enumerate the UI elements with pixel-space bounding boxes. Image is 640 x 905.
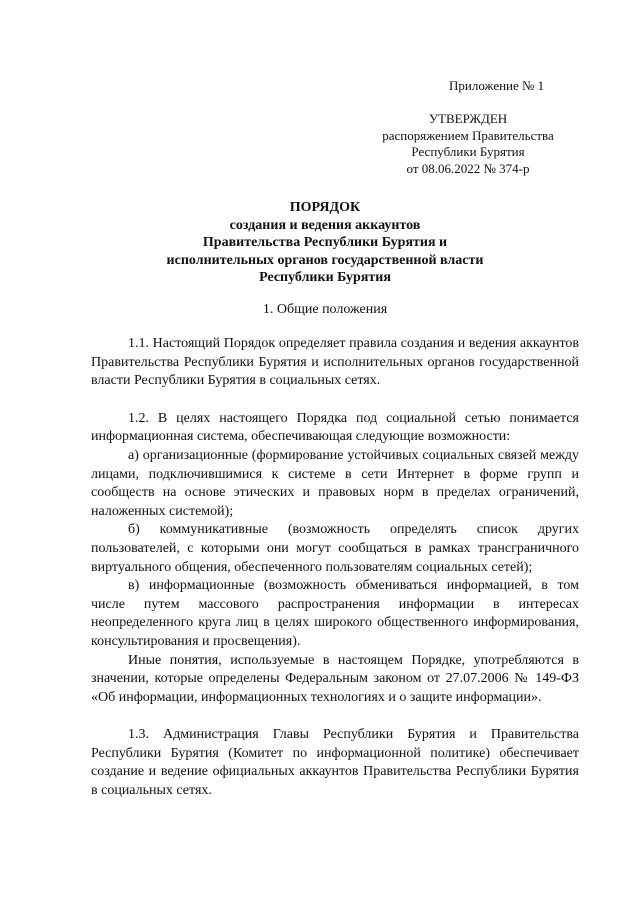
title-line: создания и ведения аккаунтов [229,217,421,233]
paragraph-1-1: 1.1. Настоящий Порядок определяет правила создания и ведения аккаунтов Правительства Республики Бурятия и исполнительных органов государственной власти Республики Бурятия в социальных сетях. [91,336,579,389]
title-line: исполнительных органов государственной власти [166,252,484,268]
paragraph-1-3: 1.3. Администрация Главы Республики Бурятия и Правительства Республики Бурятия (Комитет по информационной политике) обеспечивает создание и ведение официальных аккаунтов Правительства Республики Бурятия в социальных сетях. [91,727,579,799]
approved-date: от 08.06.2022 № 374-р [406,160,530,176]
document-body [91,335,579,801]
title-heading: ПОРЯДОК [289,200,361,215]
approved-by: распоряжением Правительства [382,127,554,143]
paragraph-other-terms: Иные понятия, используемые в настоящем Порядке, употребляются в значении, которые определены Федеральным законом от 27.07.2006 № 149-ФЗ «Об информации, информационных технологиях и о защите информации». [91,652,579,705]
list-item-a: а) организационные (формирование устойчивых социальных связей между лицами, подключившимися к системе в сети Интернет в форме групп и сообществ на основе этических и правовых норм в пределах ограничений, наложенных системой); [91,447,579,519]
approved-authority: Республики Бурятия [411,144,525,159]
document-title [88,199,562,287]
paragraph-1-2: 1.2. В целях настоящего Порядка под социальной сетью понимается информационная система, обеспечивающая следующие возможности: [91,410,579,445]
title-line: Республики Бурятия [259,270,391,286]
appendix-number: Приложение № 1 [449,78,545,93]
title-line: Правительства Республики Бурятия и [202,235,448,251]
approval-stamp [330,111,606,177]
list-item-b: б) коммуникативные (возможность определять список других пользователей, с которыми они могут сообщаться в рамках трансграничного виртуального общения, обеспеченного пользователям социальных сетей); [91,522,579,575]
section-heading: 1. Общие положения [262,302,388,317]
list-item-c: в) информационные (возможность обмениваться информацией, в том числе путем массового распространения информации в интересах неопределенного круга лиц в целях широкого общественного информирования, консультирования и просвещения). [91,578,579,649]
approved-label: УТВЕРЖДЕН [428,111,508,126]
